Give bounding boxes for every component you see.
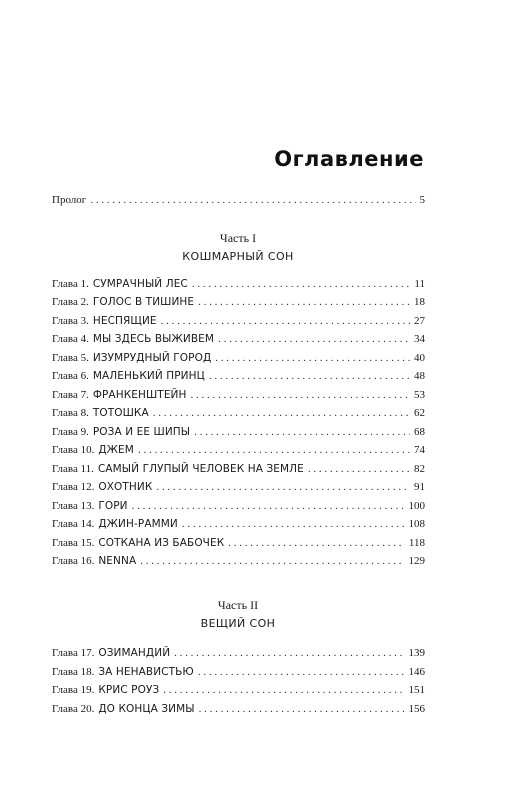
dot-leader	[182, 517, 405, 531]
chapter-title: ГОРИ	[98, 500, 128, 512]
chapter-title: КРИС РОУЗ	[98, 684, 160, 696]
chapter-number: Глава 16.	[52, 555, 95, 567]
dot-leader	[198, 295, 410, 309]
toc-entry-chapter-8	[52, 406, 425, 420]
toc-page-number: 74	[414, 444, 425, 456]
toc-entry-chapter-14	[52, 517, 425, 531]
toc-entry-chapter-12	[52, 480, 425, 494]
dot-leader	[138, 443, 410, 457]
dot-leader	[194, 425, 410, 439]
chapter-number: Глава 15.	[52, 537, 95, 549]
chapter-title: ОЗИМАНДИЙ	[98, 647, 171, 659]
chapter-number: Глава 2.	[52, 296, 89, 308]
chapter-title: NENNA	[98, 555, 137, 567]
toc-page-number: 91	[414, 481, 425, 493]
dot-leader	[140, 554, 404, 568]
dot-leader	[192, 277, 411, 291]
chapter-title: ЗА НЕНАВИСТЬЮ	[98, 666, 194, 678]
toc-page-number: 139	[408, 647, 425, 659]
toc-entry-chapter-19	[52, 683, 425, 697]
toc-entry-chapter-15	[52, 536, 425, 550]
toc-entry-chapter-4	[52, 332, 425, 346]
chapter-title: СУМРАЧНЫЙ ЛЕС	[92, 278, 188, 290]
dot-leader	[191, 388, 410, 402]
dot-leader	[209, 369, 410, 383]
toc-page-number: 100	[408, 500, 425, 512]
part-number: Часть I	[219, 231, 257, 245]
toc-page-number: 62	[414, 407, 425, 419]
chapter-title: РОЗА И ЕЕ ШИПЫ	[92, 426, 191, 438]
dot-leader	[161, 314, 410, 328]
toc-page-number: 11	[414, 278, 425, 290]
dot-leader	[163, 683, 404, 697]
toc-page-number: 68	[414, 426, 425, 438]
toc-entry-chapter-9	[52, 425, 425, 439]
page-title: Оглавление	[274, 147, 424, 171]
part-number: Часть II	[217, 598, 259, 612]
toc-entry-chapter-10	[52, 443, 425, 457]
part-title: КОШМАРНЫЙ СОН	[182, 250, 294, 263]
chapter-number: Глава 19.	[52, 684, 95, 696]
toc-entry-chapter-2	[52, 295, 425, 309]
toc-entry-chapter-5	[52, 351, 425, 365]
toc-page-number: 5	[419, 194, 425, 206]
toc-entry-chapter-17	[52, 646, 425, 660]
toc-entry-chapter-16	[52, 554, 425, 568]
chapter-title: ДО КОНЦА ЗИМЫ	[98, 703, 195, 715]
dot-leader	[215, 351, 410, 365]
chapter-title: НЕСПЯЩИЕ	[92, 315, 157, 327]
chapter-number: Глава 12.	[52, 481, 95, 493]
chapter-number: Глава 11.	[52, 463, 94, 475]
chapter-title: ДЖЕМ	[98, 444, 134, 456]
chapter-title: ТОТОШКА	[92, 407, 149, 419]
dot-leader	[308, 462, 410, 476]
toc-entry-chapter-7	[52, 388, 425, 402]
dot-leader	[218, 332, 410, 346]
toc-entry-chapter-6	[52, 369, 425, 383]
toc-entry-chapter-20	[52, 702, 425, 716]
toc-entry-prologue	[52, 193, 425, 207]
chapter-number: Глава 9.	[52, 426, 89, 438]
dot-leader	[199, 702, 405, 716]
chapter-title: СОТКАНА ИЗ БАБОЧЕК	[98, 537, 225, 549]
toc-entry-chapter-1	[52, 277, 425, 291]
chapter-number: Глава 10.	[52, 444, 95, 456]
chapter-number: Глава 1.	[52, 278, 89, 290]
chapter-title: ДЖИН-РАММИ	[98, 518, 178, 530]
toc-page-number: 40	[414, 352, 425, 364]
toc-page-number: 108	[408, 518, 425, 530]
chapter-title: МАЛЕНЬКИЙ ПРИНЦ	[92, 370, 205, 382]
toc-page-number: 129	[408, 555, 425, 567]
toc-page-number: 151	[408, 684, 425, 696]
toc-page-number: 18	[414, 296, 425, 308]
toc-entry-chapter-18	[52, 665, 425, 679]
toc-page-number: 34	[414, 333, 425, 345]
chapter-title: ФРАНКЕНШТЕЙН	[92, 389, 187, 401]
chapter-number: Глава 14.	[52, 518, 95, 530]
chapter-title: САМЫЙ ГЛУПЫЙ ЧЕЛОВЕК НА ЗЕМЛЕ	[97, 463, 304, 475]
chapter-title: ОХОТНИК	[98, 481, 153, 493]
toc-entry-label: Пролог	[52, 194, 87, 206]
dot-leader	[156, 480, 410, 494]
dot-leader	[228, 536, 405, 550]
dot-leader	[132, 499, 405, 513]
toc-entry-chapter-3	[52, 314, 425, 328]
chapter-number: Глава 4.	[52, 333, 89, 345]
chapter-title: ИЗУМРУДНЫЙ ГОРОД	[92, 352, 212, 364]
toc-page-number: 82	[414, 463, 425, 475]
toc-page-number: 48	[414, 370, 425, 382]
chapter-number: Глава 3.	[52, 315, 89, 327]
chapter-number: Глава 5.	[52, 352, 89, 364]
toc-entry-chapter-11	[52, 462, 425, 476]
dot-leader	[90, 193, 415, 207]
chapter-number: Глава 6.	[52, 370, 89, 382]
toc-page-number: 118	[408, 537, 425, 549]
chapter-title: МЫ ЗДЕСЬ ВЫЖИВЕМ	[92, 333, 215, 345]
chapter-number: Глава 7.	[52, 389, 89, 401]
toc-page-number: 146	[408, 666, 425, 678]
dot-leader	[153, 406, 410, 420]
dot-leader	[198, 665, 405, 679]
chapter-number: Глава 13.	[52, 500, 95, 512]
chapter-number: Глава 17.	[52, 647, 95, 659]
chapter-number: Глава 20.	[52, 703, 95, 715]
part-title: ВЕЩИЙ СОН	[200, 617, 276, 630]
chapter-number: Глава 8.	[52, 407, 89, 419]
toc-page-number: 156	[408, 703, 425, 715]
toc-page-number: 27	[414, 315, 425, 327]
toc-entry-chapter-13	[52, 499, 425, 513]
dot-leader	[174, 646, 404, 660]
chapter-title: ГОЛОС В ТИШИНЕ	[92, 296, 195, 308]
toc-page-number: 53	[414, 389, 425, 401]
chapter-number: Глава 18.	[52, 666, 95, 678]
